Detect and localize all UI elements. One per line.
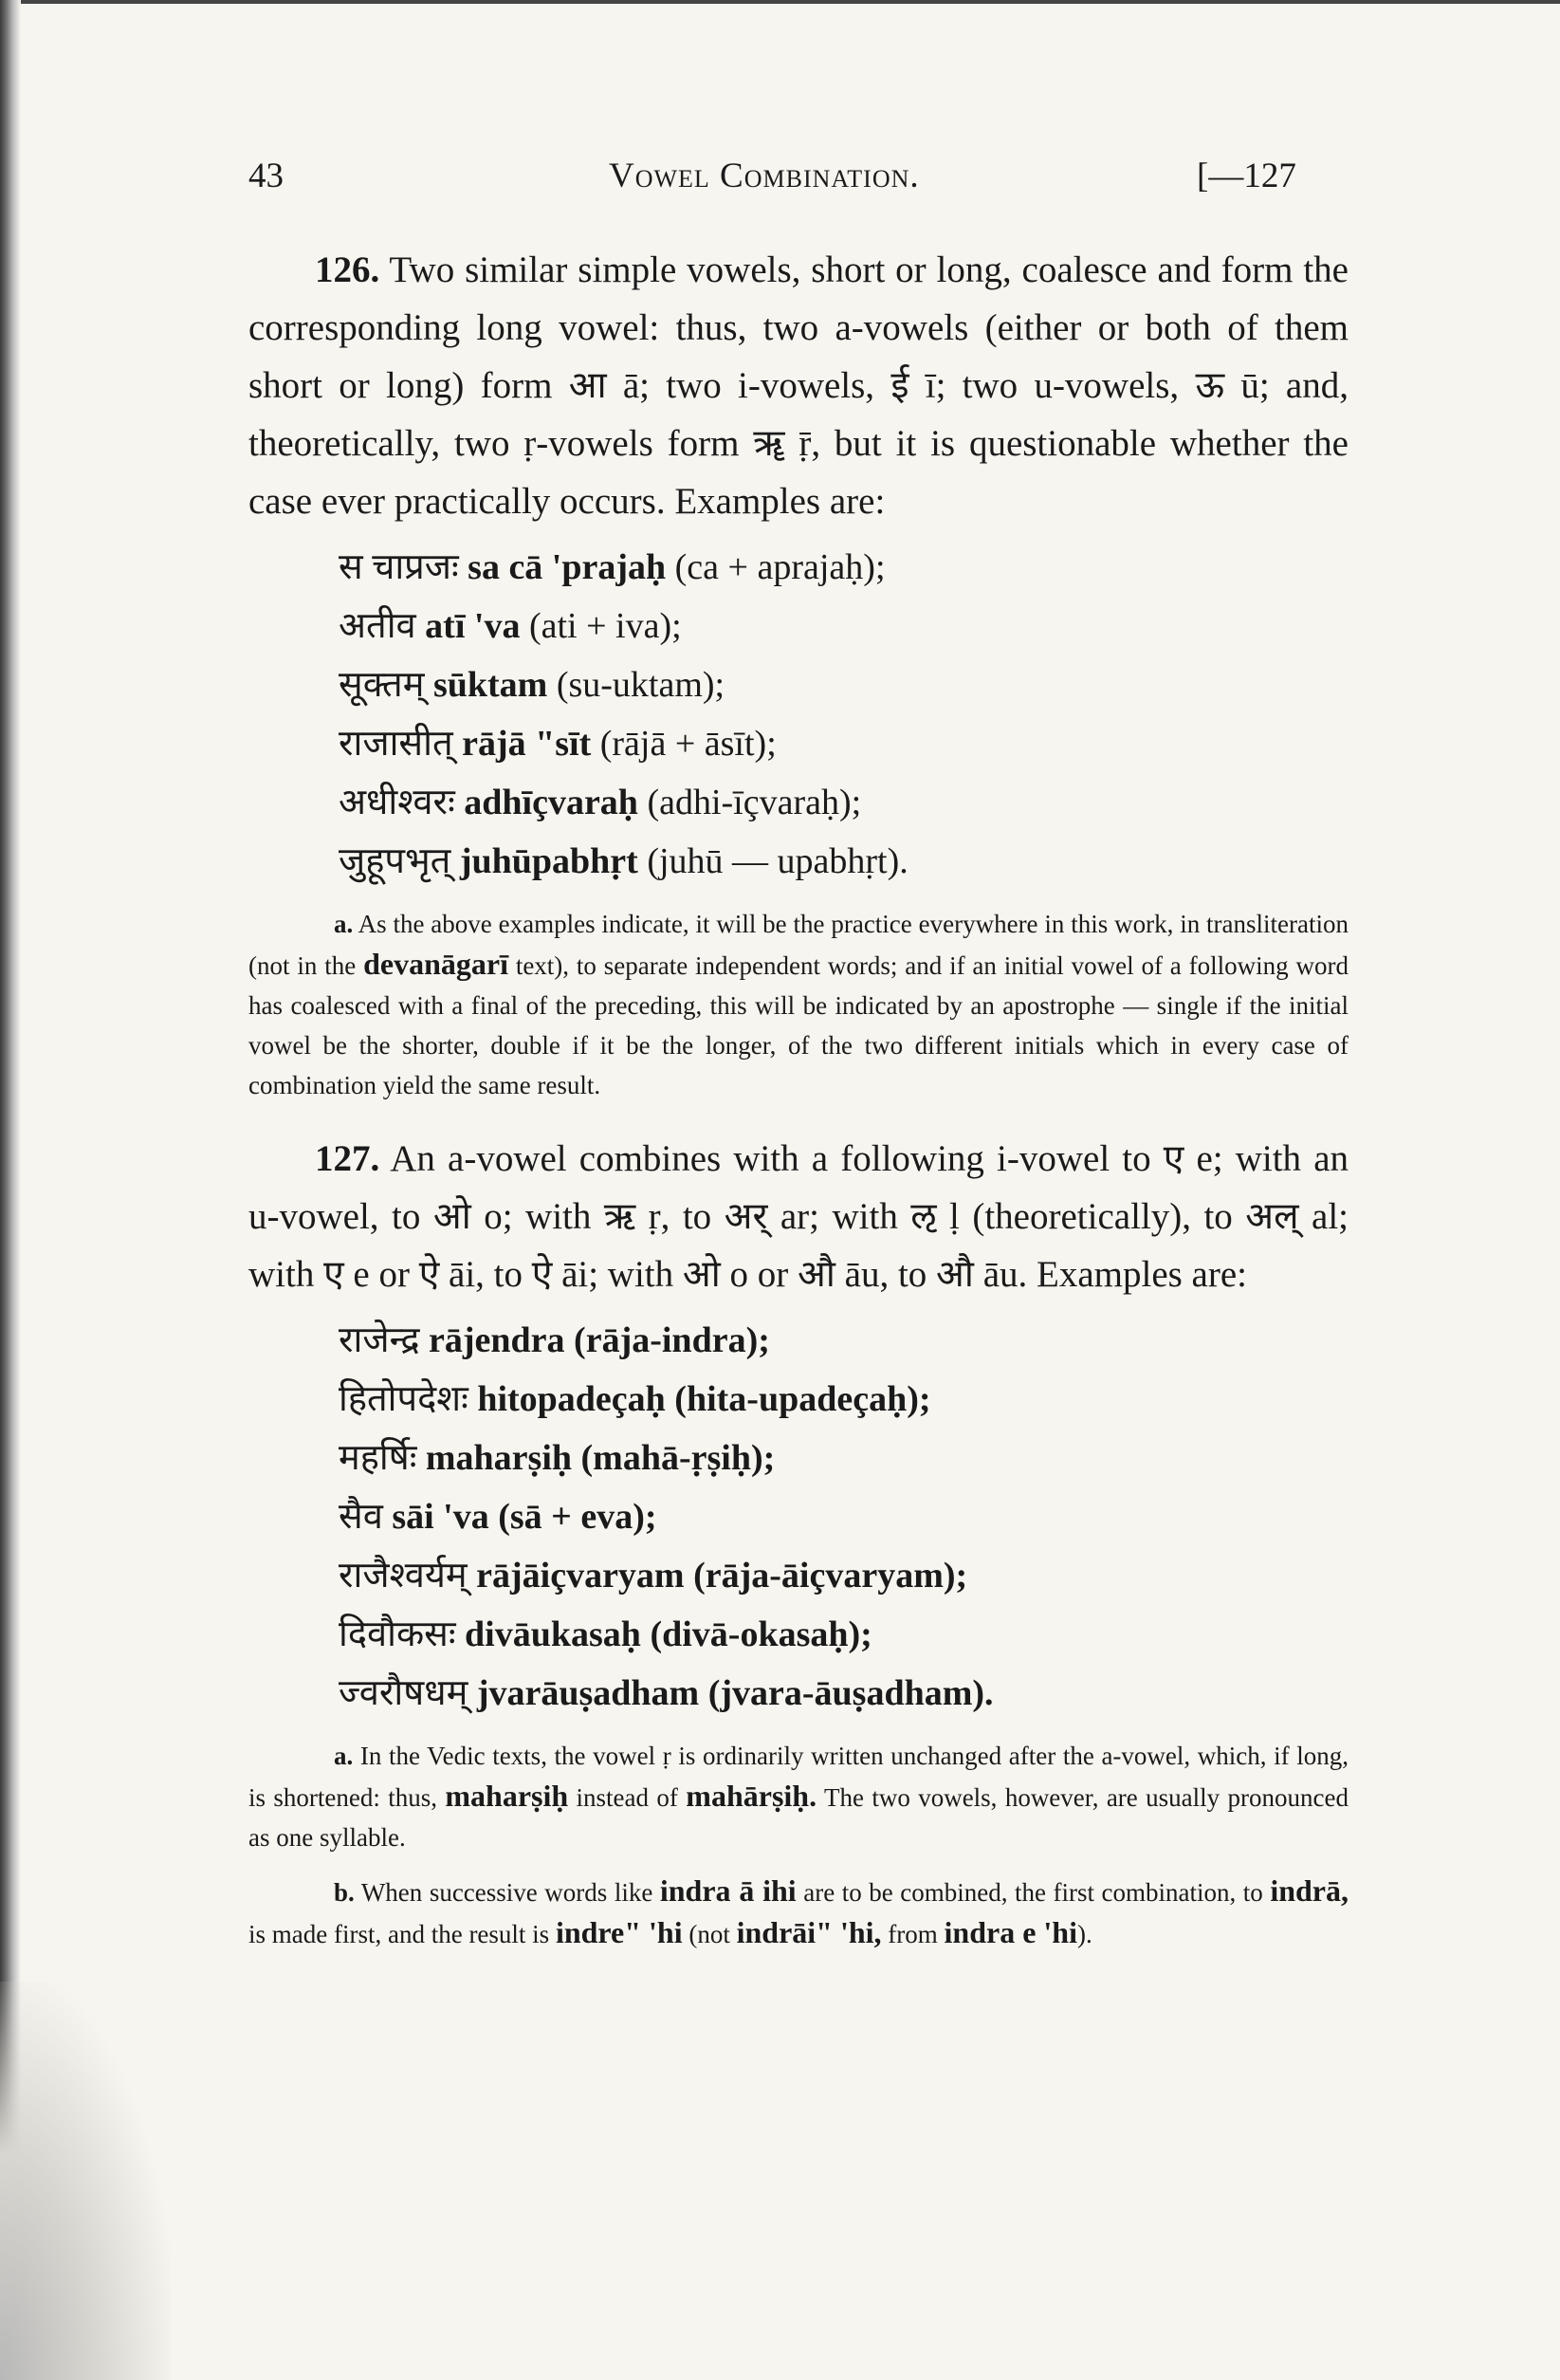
note-text: text), to separate independent words; and if an initial vowel of a following word has coalesced with a final of the preceding, this will be indicated by an apostrophe — single if the initial vowel be the shorter, double if it be the longer, of the two different initials which in every case of combination yield the same result. <box>248 951 1349 1099</box>
note-126a <box>248 904 1349 1105</box>
note-text: ). <box>1076 1920 1092 1948</box>
note-127b <box>248 1871 1349 1954</box>
example-gloss: (sā + eva); <box>498 1497 657 1537</box>
examples-126 <box>339 538 1349 891</box>
example-gloss: (divā-okasaḥ); <box>650 1614 872 1654</box>
note-emphasis: devanāgarī <box>363 947 508 981</box>
devanagari-word: ज्वरौषधम् <box>339 1673 468 1713</box>
example-gloss: (mahā-ṛṣiḥ); <box>580 1438 776 1478</box>
example-gloss: (rāja-āiçvaryam); <box>693 1556 968 1596</box>
example-line <box>339 538 1349 597</box>
transliteration: juhūpabhṛt <box>450 841 648 881</box>
example-line <box>339 1487 1349 1546</box>
example-line <box>339 1429 1349 1487</box>
paragraph-126 <box>248 241 1349 530</box>
example-line <box>339 832 1349 891</box>
paragraph-number: 127. <box>315 1138 380 1179</box>
example-gloss: (rāja-indra); <box>574 1320 770 1360</box>
example-line <box>339 1605 1349 1664</box>
devanagari-word: अतीव <box>339 606 416 646</box>
note-text: is made first, and the result is <box>248 1920 556 1948</box>
transliteration: jvarāuṣadham <box>468 1673 708 1713</box>
transliteration: sūktam <box>424 665 557 705</box>
example-line <box>339 597 1349 655</box>
running-title: Vowel Combination. <box>609 157 920 195</box>
note-text: The two vowels, however, are usually pronounced as one syllable. <box>248 1783 1349 1852</box>
devanagari-word: जुहूपभृत् <box>339 841 451 881</box>
note-emphasis: mahārṣiḥ. <box>686 1779 817 1813</box>
transliteration: rājā "sīt <box>452 724 600 764</box>
note-emphasis: indra ā ihi <box>659 1873 797 1908</box>
example-line <box>339 714 1349 773</box>
example-line <box>339 773 1349 832</box>
note-text: are to be combined, the first combination, to <box>796 1878 1271 1907</box>
transliteration: adhīçvaraḥ <box>454 783 648 822</box>
book-page <box>248 142 1349 1954</box>
note-text: When successive words like <box>354 1878 660 1907</box>
page-corner-shadow <box>0 1982 171 2380</box>
note-label: b. <box>334 1878 355 1907</box>
devanagari-word: राजैश्वर्यम् <box>339 1556 468 1596</box>
paragraph-text: Two similar simple vowels, short or long, coalesce and form the corresponding long vowel: thus, two a-vowels (either or both of them short or long) form आ ā; two i-vowels, ई ī; two u-vowels, ऊ ū; and, theoretically, two ṛ-vowels form ॠ ṝ, but it is questionable whether the case ever practically occurs. Examples are: <box>248 249 1349 522</box>
note-text: As the above examples indicate, it will be the practice everywhere in this work, in transliteration (not in the <box>248 910 1349 980</box>
page-top-edge <box>0 0 1560 4</box>
note-text: (not <box>682 1920 737 1948</box>
example-line <box>339 1311 1349 1370</box>
transliteration: maharṣiḥ <box>416 1438 581 1478</box>
example-gloss: (adhi-īçvaraḥ); <box>647 783 862 822</box>
devanagari-word: दिवौकसः <box>339 1614 456 1654</box>
paragraph-text: An a-vowel combines with a following i-vowel to ए e; with an u-vowel, to ओ o; with ऋ ṛ, to अर् ar; with ऌ ḷ (theoretically), to अल् al; with ए e or ऐ āi, to ऐ āi; with ओ o or औ āu, to औ āu. Examples are: <box>248 1138 1349 1295</box>
example-line <box>339 655 1349 714</box>
devanagari-word: सूक्तम् <box>339 665 425 705</box>
examples-127 <box>339 1311 1349 1723</box>
transliteration: rājendra <box>419 1320 575 1360</box>
section-reference: [—127 <box>1197 157 1296 195</box>
note-emphasis: indre" 'hi <box>555 1915 683 1949</box>
devanagari-word: राजासीत् <box>339 724 453 764</box>
example-gloss: (ati + iva); <box>528 606 682 646</box>
example-gloss: (hita-upadeçaḥ); <box>674 1379 931 1419</box>
example-line <box>339 1370 1349 1429</box>
example-line <box>339 1664 1349 1723</box>
note-emphasis: indra e 'hi <box>944 1915 1077 1949</box>
note-emphasis: indrā, <box>1270 1873 1349 1908</box>
example-gloss: (juhū — upabhṛt). <box>647 841 908 881</box>
transliteration: sāi 'va <box>382 1497 499 1537</box>
example-gloss: (su-uktam); <box>556 665 725 705</box>
note-127a <box>248 1736 1349 1857</box>
example-gloss: (ca + aprajaḥ); <box>674 547 886 587</box>
note-text: instead of <box>568 1783 687 1812</box>
transliteration: hitopadeçaḥ <box>468 1379 675 1419</box>
transliteration: divāukasaḥ <box>455 1614 651 1654</box>
note-text: In the Vedic texts, the vowel ṛ is ordinarily written unchanged after the a-vowel, which, if long, is shortened: thus, <box>248 1742 1349 1812</box>
example-gloss: (jvara-āuṣadham). <box>707 1673 994 1713</box>
note-emphasis: maharṣiḥ <box>445 1779 569 1813</box>
devanagari-word: महर्षिः <box>339 1438 417 1478</box>
paragraph-127 <box>248 1130 1349 1303</box>
running-header <box>248 142 1349 199</box>
transliteration: rājāiçvaryam <box>467 1556 694 1596</box>
note-emphasis: indrāi" 'hi, <box>736 1915 882 1949</box>
devanagari-word: अधीश्वरः <box>339 783 455 822</box>
note-text: from <box>881 1920 945 1948</box>
devanagari-word: हितोपदेशः <box>339 1379 468 1419</box>
devanagari-word: सैव <box>339 1497 383 1537</box>
page-number: 43 <box>248 157 284 195</box>
transliteration: atī 'va <box>415 606 529 646</box>
devanagari-word: राजेन्द्र <box>339 1320 420 1360</box>
note-label: a. <box>334 1742 354 1770</box>
transliteration: sa cā 'prajaḥ <box>458 547 675 587</box>
devanagari-word: स चाप्रजः <box>339 547 459 587</box>
note-label: a. <box>334 910 354 938</box>
example-gloss: (rājā + āsīt); <box>599 724 777 764</box>
paragraph-number: 126. <box>315 249 380 290</box>
example-line <box>339 1546 1349 1605</box>
